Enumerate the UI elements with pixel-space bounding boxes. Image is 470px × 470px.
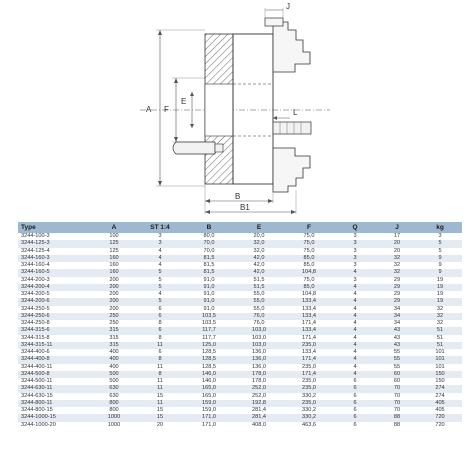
table-row	[18, 298, 462, 305]
table-cell: 4	[334, 291, 376, 298]
table-cell: 160	[92, 262, 136, 269]
table-row	[18, 262, 462, 269]
table-cell: 3244-160-5	[18, 269, 92, 276]
table-cell: 11	[136, 342, 184, 349]
table-cell: 100	[92, 233, 136, 240]
table-cell: 55	[376, 349, 418, 356]
table-cell: 281,4	[234, 414, 284, 421]
table-cell: 51	[418, 342, 462, 349]
table-cell: 171,4	[284, 371, 334, 378]
table-cell: 88	[376, 414, 418, 421]
table-row	[18, 349, 462, 356]
table-cell: 4	[334, 327, 376, 334]
table-cell: 8	[136, 371, 184, 378]
table-cell: 3244-250-8	[18, 320, 92, 327]
table-cell: 3244-1000-15	[18, 414, 92, 421]
table-cell: 3244-1000-20	[18, 422, 92, 429]
table-cell: 4	[334, 371, 376, 378]
table-cell: 32,0	[234, 240, 284, 247]
table-cell: 630	[92, 393, 136, 400]
table-cell: 330,2	[284, 393, 334, 400]
table-cell: 171,0	[184, 414, 234, 421]
table-cell: 19	[418, 291, 462, 298]
table-cell: 91,0	[184, 298, 234, 305]
spec-table-header	[18, 222, 462, 233]
table-cell: 29	[376, 291, 418, 298]
table-cell: 51	[418, 327, 462, 334]
table-cell: 91,0	[184, 284, 234, 291]
table-cell: 15	[136, 393, 184, 400]
table-cell: 250	[92, 320, 136, 327]
table-cell: 6	[334, 393, 376, 400]
table-cell: 17	[376, 233, 418, 240]
table-cell: 235,0	[284, 364, 334, 371]
table-cell: 3244-200-5	[18, 291, 92, 298]
table-cell: 11	[136, 400, 184, 407]
table-cell: 42,0	[234, 262, 284, 269]
table-cell: 125	[92, 248, 136, 255]
table-cell: 3244-250-6	[18, 313, 92, 320]
table-cell: 60	[376, 378, 418, 385]
table-row	[18, 277, 462, 284]
table-cell: 3244-100-3	[18, 233, 92, 240]
table-cell: 3244-200-4	[18, 284, 92, 291]
table-cell: 150	[418, 378, 462, 385]
table-cell: 60	[376, 371, 418, 378]
table-cell: 85,0	[284, 255, 334, 262]
table-cell: 51,5	[234, 277, 284, 284]
table-cell: 42,0	[234, 255, 284, 262]
dim-label-j: J	[286, 2, 290, 11]
table-cell: 3244-800-15	[18, 407, 92, 414]
table-cell: 5	[136, 298, 184, 305]
table-cell: 117,7	[184, 327, 234, 334]
table-cell: 51,5	[234, 284, 284, 291]
table-cell: 70,0	[184, 248, 234, 255]
table-cell: 3	[418, 233, 462, 240]
table-cell: 6	[334, 422, 376, 429]
spec-table	[18, 222, 462, 429]
table-cell: 91,0	[184, 291, 234, 298]
table-cell: 405	[418, 407, 462, 414]
table-cell: 20,0	[234, 233, 284, 240]
table-cell: 76,0	[234, 313, 284, 320]
table-cell: 133,4	[284, 298, 334, 305]
table-cell: 165,0	[184, 385, 234, 392]
table-cell: 800	[92, 407, 136, 414]
table-cell: 15	[136, 414, 184, 421]
table-cell: 6	[334, 400, 376, 407]
table-cell: 19	[418, 277, 462, 284]
table-cell: 159,0	[184, 400, 234, 407]
dim-label-b: B	[235, 192, 241, 201]
table-cell: 3	[334, 255, 376, 262]
table-cell: 178,0	[234, 371, 284, 378]
table-cell: 3244-160-4	[18, 262, 92, 269]
table-cell: 4	[334, 320, 376, 327]
table-row	[18, 269, 462, 276]
table-cell: 6	[334, 385, 376, 392]
table-cell: 101	[418, 356, 462, 363]
table-cell: 3244-200-6	[18, 298, 92, 305]
table-cell: 32	[376, 269, 418, 276]
table-cell: 4	[334, 284, 376, 291]
table-cell: 4	[334, 349, 376, 356]
table-cell: 6	[136, 327, 184, 334]
table-cell: 400	[92, 349, 136, 356]
table-cell: 133,4	[284, 313, 334, 320]
table-cell: 4	[136, 255, 184, 262]
table-cell: 136,0	[234, 349, 284, 356]
table-cell: 20	[136, 422, 184, 429]
table-row	[18, 233, 462, 240]
table-cell: 75,0	[284, 277, 334, 284]
table-cell: 3	[136, 233, 184, 240]
table-cell: 3244-400-8	[18, 356, 92, 363]
table-cell: 146,0	[184, 371, 234, 378]
table-cell: 70	[376, 407, 418, 414]
table-cell: 5	[136, 269, 184, 276]
table-cell: 85,0	[284, 284, 334, 291]
table-row	[18, 327, 462, 334]
table-cell: 3244-500-8	[18, 371, 92, 378]
table-cell: 136,0	[234, 356, 284, 363]
table-cell: 3244-200-3	[18, 277, 92, 284]
table-cell: 500	[92, 371, 136, 378]
table-cell: 235,0	[284, 400, 334, 407]
table-row	[18, 248, 462, 255]
table-cell: 4	[136, 262, 184, 269]
table-cell: 720	[418, 414, 462, 421]
table-cell: 200	[92, 298, 136, 305]
table-cell: 192,8	[234, 400, 284, 407]
table-cell: 55	[376, 364, 418, 371]
table-cell: 29	[376, 277, 418, 284]
table-cell: 32	[418, 306, 462, 313]
table-cell: 34	[376, 313, 418, 320]
table-cell: 252,0	[234, 385, 284, 392]
table-cell: 4	[334, 298, 376, 305]
table-cell: 3244-315-8	[18, 335, 92, 342]
table-cell: 3244-125-4	[18, 248, 92, 255]
column-header: Type	[18, 222, 92, 233]
table-cell: 4	[334, 335, 376, 342]
table-cell: 315	[92, 342, 136, 349]
table-cell: 81,5	[184, 262, 234, 269]
table-cell: 315	[92, 335, 136, 342]
table-cell: 235,0	[284, 378, 334, 385]
table-cell: 91,0	[184, 277, 234, 284]
table-cell: 235,0	[284, 385, 334, 392]
table-row	[18, 371, 462, 378]
column-header: ST 1:4	[136, 222, 184, 233]
table-cell: 159,0	[184, 407, 234, 414]
table-cell: 19	[418, 298, 462, 305]
table-cell: 103,5	[184, 320, 234, 327]
table-cell: 104,8	[284, 291, 334, 298]
table-cell: 81,5	[184, 269, 234, 276]
table-cell: 1000	[92, 422, 136, 429]
jaw-top	[273, 22, 310, 72]
table-cell: 400	[92, 356, 136, 363]
table-cell: 85,0	[284, 262, 334, 269]
table-cell: 4	[334, 364, 376, 371]
table-cell: 75,0	[284, 233, 334, 240]
table-cell: 315	[92, 327, 136, 334]
table-row	[18, 378, 462, 385]
table-cell: 70,0	[184, 240, 234, 247]
table-cell: 3	[334, 233, 376, 240]
table-cell: 3244-400-6	[18, 349, 92, 356]
table-row	[18, 335, 462, 342]
table-cell: 3244-315-6	[18, 327, 92, 334]
table-cell: 463,6	[284, 422, 334, 429]
table-cell: 150	[418, 371, 462, 378]
table-cell: 9	[418, 269, 462, 276]
table-cell: 200	[92, 284, 136, 291]
table-cell: 29	[376, 284, 418, 291]
table-cell: 125	[92, 240, 136, 247]
table-cell: 76,0	[234, 320, 284, 327]
table-cell: 19	[418, 284, 462, 291]
table-cell: 630	[92, 385, 136, 392]
table-cell: 3244-160-3	[18, 255, 92, 262]
table-cell: 408,0	[234, 422, 284, 429]
table-cell: 136,0	[234, 364, 284, 371]
dim-label-a: A	[146, 105, 152, 114]
table-cell: 55,0	[234, 298, 284, 305]
chuck-technical-drawing	[0, 0, 470, 222]
table-cell: 75,0	[284, 248, 334, 255]
table-cell: 274	[418, 385, 462, 392]
table-row	[18, 306, 462, 313]
table-cell: 6	[334, 378, 376, 385]
table-cell: 34	[376, 306, 418, 313]
table-cell: 88	[376, 422, 418, 429]
table-cell: 70	[376, 400, 418, 407]
table-cell: 178,0	[234, 378, 284, 385]
table-cell: 133,4	[284, 327, 334, 334]
table-cell: 125,0	[184, 342, 234, 349]
table-cell: 117,7	[184, 335, 234, 342]
table-cell: 5	[136, 277, 184, 284]
table-cell: 720	[418, 422, 462, 429]
table-cell: 200	[92, 306, 136, 313]
table-cell: 3	[334, 262, 376, 269]
table-cell: 32	[418, 313, 462, 320]
table-row	[18, 255, 462, 262]
table-cell: 103,5	[184, 313, 234, 320]
table-cell: 20	[376, 248, 418, 255]
jaw-middle	[273, 122, 311, 134]
table-cell: 34	[376, 320, 418, 327]
table-cell: 3244-250-5	[18, 306, 92, 313]
table-cell: 146,0	[184, 378, 234, 385]
table-row	[18, 414, 462, 421]
table-cell: 3244-400-11	[18, 364, 92, 371]
table-cell: 8	[136, 320, 184, 327]
table-cell: 171,4	[284, 335, 334, 342]
table-cell: 3244-800-11	[18, 400, 92, 407]
table-cell: 5	[418, 248, 462, 255]
table-cell: 165,0	[184, 393, 234, 400]
dim-label-b1: B1	[240, 203, 250, 212]
table-cell: 70	[376, 393, 418, 400]
table-cell: 4	[334, 313, 376, 320]
table-cell: 133,4	[284, 349, 334, 356]
table-cell: 200	[92, 277, 136, 284]
table-cell: 330,2	[284, 407, 334, 414]
table-cell: 101	[418, 349, 462, 356]
table-cell: 274	[418, 393, 462, 400]
table-row	[18, 342, 462, 349]
table-cell: 91,0	[184, 306, 234, 313]
table-cell: 43	[376, 327, 418, 334]
column-header: J	[376, 222, 418, 233]
chuck-key	[173, 142, 215, 154]
table-cell: 11	[136, 385, 184, 392]
table-cell: 32	[418, 320, 462, 327]
table-cell: 11	[136, 378, 184, 385]
table-row	[18, 407, 462, 414]
dim-label-e: E	[181, 97, 187, 106]
table-cell: 43	[376, 342, 418, 349]
table-row	[18, 313, 462, 320]
column-header: E	[234, 222, 284, 233]
table-cell: 3244-630-11	[18, 385, 92, 392]
table-cell: 104,8	[284, 269, 334, 276]
table-row	[18, 393, 462, 400]
table-cell: 128,5	[184, 349, 234, 356]
table-cell: 43	[376, 335, 418, 342]
table-cell: 171,4	[284, 356, 334, 363]
table-cell: 55,0	[234, 306, 284, 313]
table-cell: 80,0	[184, 233, 234, 240]
table-cell: 160	[92, 269, 136, 276]
table-cell: 3	[334, 240, 376, 247]
table-cell: 51	[418, 335, 462, 342]
table-cell: 8	[136, 356, 184, 363]
table-cell: 4	[334, 356, 376, 363]
table-cell: 252,0	[234, 393, 284, 400]
table-cell: 4	[334, 269, 376, 276]
table-cell: 11	[136, 364, 184, 371]
table-cell: 70	[376, 385, 418, 392]
table-cell: 81,5	[184, 255, 234, 262]
table-cell: 5	[136, 284, 184, 291]
table-cell: 8	[136, 335, 184, 342]
table-cell: 3244-315-11	[18, 342, 92, 349]
table-cell: 171,0	[184, 422, 234, 429]
table-cell: 500	[92, 378, 136, 385]
table-cell: 3	[136, 240, 184, 247]
table-cell: 103,0	[234, 327, 284, 334]
table-row	[18, 291, 462, 298]
spec-table-body	[18, 233, 462, 429]
table-cell: 1000	[92, 414, 136, 421]
table-cell: 330,2	[284, 414, 334, 421]
column-header: kg	[418, 222, 462, 233]
table-cell: 42,0	[234, 269, 284, 276]
table-cell: 5	[418, 240, 462, 247]
table-cell: 9	[418, 262, 462, 269]
table-cell: 3	[334, 277, 376, 284]
table-cell: 4	[136, 248, 184, 255]
table-cell: 20	[376, 240, 418, 247]
table-cell: 405	[418, 400, 462, 407]
column-header: B	[184, 222, 234, 233]
table-cell: 103,0	[234, 342, 284, 349]
table-row	[18, 240, 462, 247]
table-cell: 171,4	[284, 320, 334, 327]
table-cell: 250	[92, 313, 136, 320]
table-row	[18, 400, 462, 407]
table-row	[18, 356, 462, 363]
chuck-body-outline	[233, 34, 273, 184]
table-cell: 400	[92, 364, 136, 371]
table-cell: 29	[376, 298, 418, 305]
table-row	[18, 284, 462, 291]
table-cell: 55	[376, 356, 418, 363]
table-cell: 235,0	[284, 342, 334, 349]
jaw-bottom	[273, 148, 310, 192]
table-cell: 800	[92, 400, 136, 407]
table-cell: 4	[136, 291, 184, 298]
table-cell: 75,0	[284, 240, 334, 247]
table-cell: 6	[334, 407, 376, 414]
table-row	[18, 320, 462, 327]
table-cell: 6	[334, 414, 376, 421]
table-cell: 3244-125-3	[18, 240, 92, 247]
dim-label-l: L	[293, 108, 298, 117]
column-header: Q	[334, 222, 376, 233]
table-cell: 133,4	[284, 306, 334, 313]
table-cell: 6	[136, 306, 184, 313]
column-header: A	[92, 222, 136, 233]
table-cell: 32,0	[234, 248, 284, 255]
column-header: F	[284, 222, 334, 233]
table-cell: 3244-500-11	[18, 378, 92, 385]
table-cell: 200	[92, 291, 136, 298]
table-cell: 4	[334, 342, 376, 349]
table-cell: 55,0	[234, 291, 284, 298]
table-cell: 3244-630-15	[18, 393, 92, 400]
table-cell: 15	[136, 407, 184, 414]
table-cell: 4	[334, 306, 376, 313]
table-cell: 103,0	[234, 335, 284, 342]
table-cell: 128,5	[184, 364, 234, 371]
table-cell: 160	[92, 255, 136, 262]
table-row	[18, 385, 462, 392]
table-cell: 9	[418, 255, 462, 262]
table-cell: 101	[418, 364, 462, 371]
table-cell: 32	[376, 262, 418, 269]
table-cell: 32	[376, 255, 418, 262]
table-row	[18, 364, 462, 371]
dim-label-f: F	[164, 105, 169, 114]
table-cell: 6	[136, 349, 184, 356]
table-cell: 6	[136, 313, 184, 320]
table-cell: 128,5	[184, 356, 234, 363]
table-row	[18, 422, 462, 429]
table-cell: 3	[334, 248, 376, 255]
table-cell: 281,4	[234, 407, 284, 414]
